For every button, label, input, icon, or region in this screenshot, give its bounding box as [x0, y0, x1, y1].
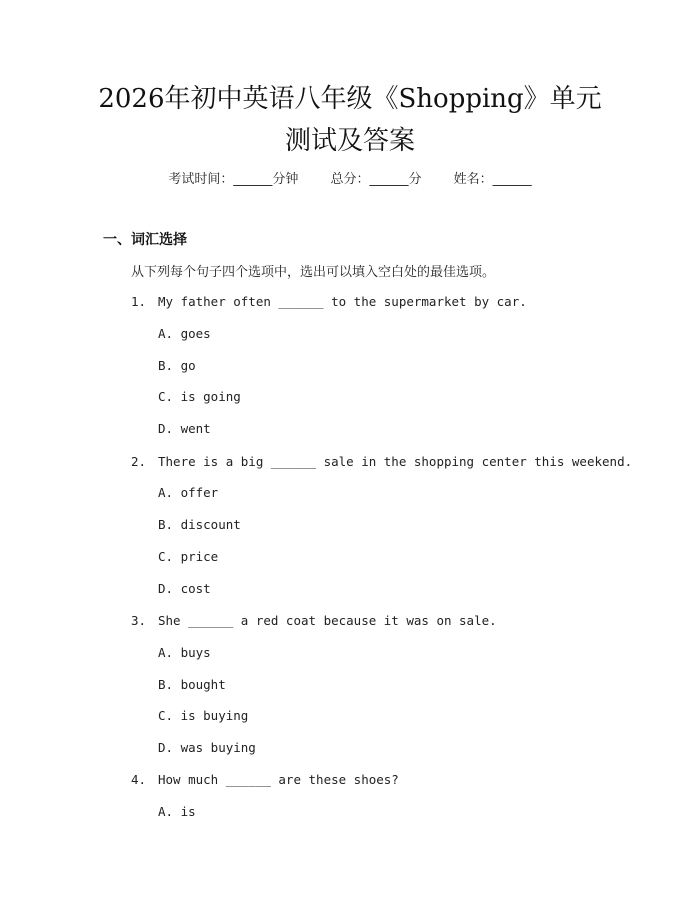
section-instructions: 从下列每个句子四个选项中，选出可以填入空白处的最佳选项。 [131, 265, 496, 280]
exam-meta [0, 168, 700, 187]
answer-option: C. is buying [158, 708, 249, 723]
document-title: 2026年初中英语八年级《Shopping》单元测试及答案 [98, 84, 602, 156]
question-number: 1. [131, 294, 147, 309]
answer-option: A. is [158, 804, 196, 819]
answer-option: B. go [158, 358, 196, 373]
answer-option: A. goes [158, 326, 211, 341]
question-number: 3. [131, 613, 147, 628]
answer-option: B. bought [158, 677, 226, 692]
question-number: 2. [131, 454, 147, 469]
answer-option: A. offer [158, 485, 219, 500]
question-number: 4. [131, 772, 147, 787]
answer-option: D. cost [158, 581, 211, 596]
answer-option: A. buys [158, 645, 211, 660]
answer-option: C. price [158, 549, 219, 564]
answer-option: C. is going [158, 389, 241, 404]
total-score-field: 总分：______分 [330, 172, 422, 187]
section-heading: 一、词汇选择 [103, 232, 187, 248]
question-text: My father often ______ to the supermarket by car. [158, 294, 527, 309]
question-text: She ______ a red coat because it was on sale. [158, 613, 497, 628]
question-text: How much ______ are these shoes? [158, 772, 399, 787]
student-name-field: 姓名：______ [453, 172, 532, 187]
exam-time-field: 考试时间：______分钟 [168, 172, 299, 187]
answer-option: B. discount [158, 517, 241, 532]
answer-option: D. went [158, 421, 211, 436]
question-text: There is a big ______ sale in the shopping center this weekend. [158, 454, 633, 469]
answer-option: D. was buying [158, 740, 256, 755]
